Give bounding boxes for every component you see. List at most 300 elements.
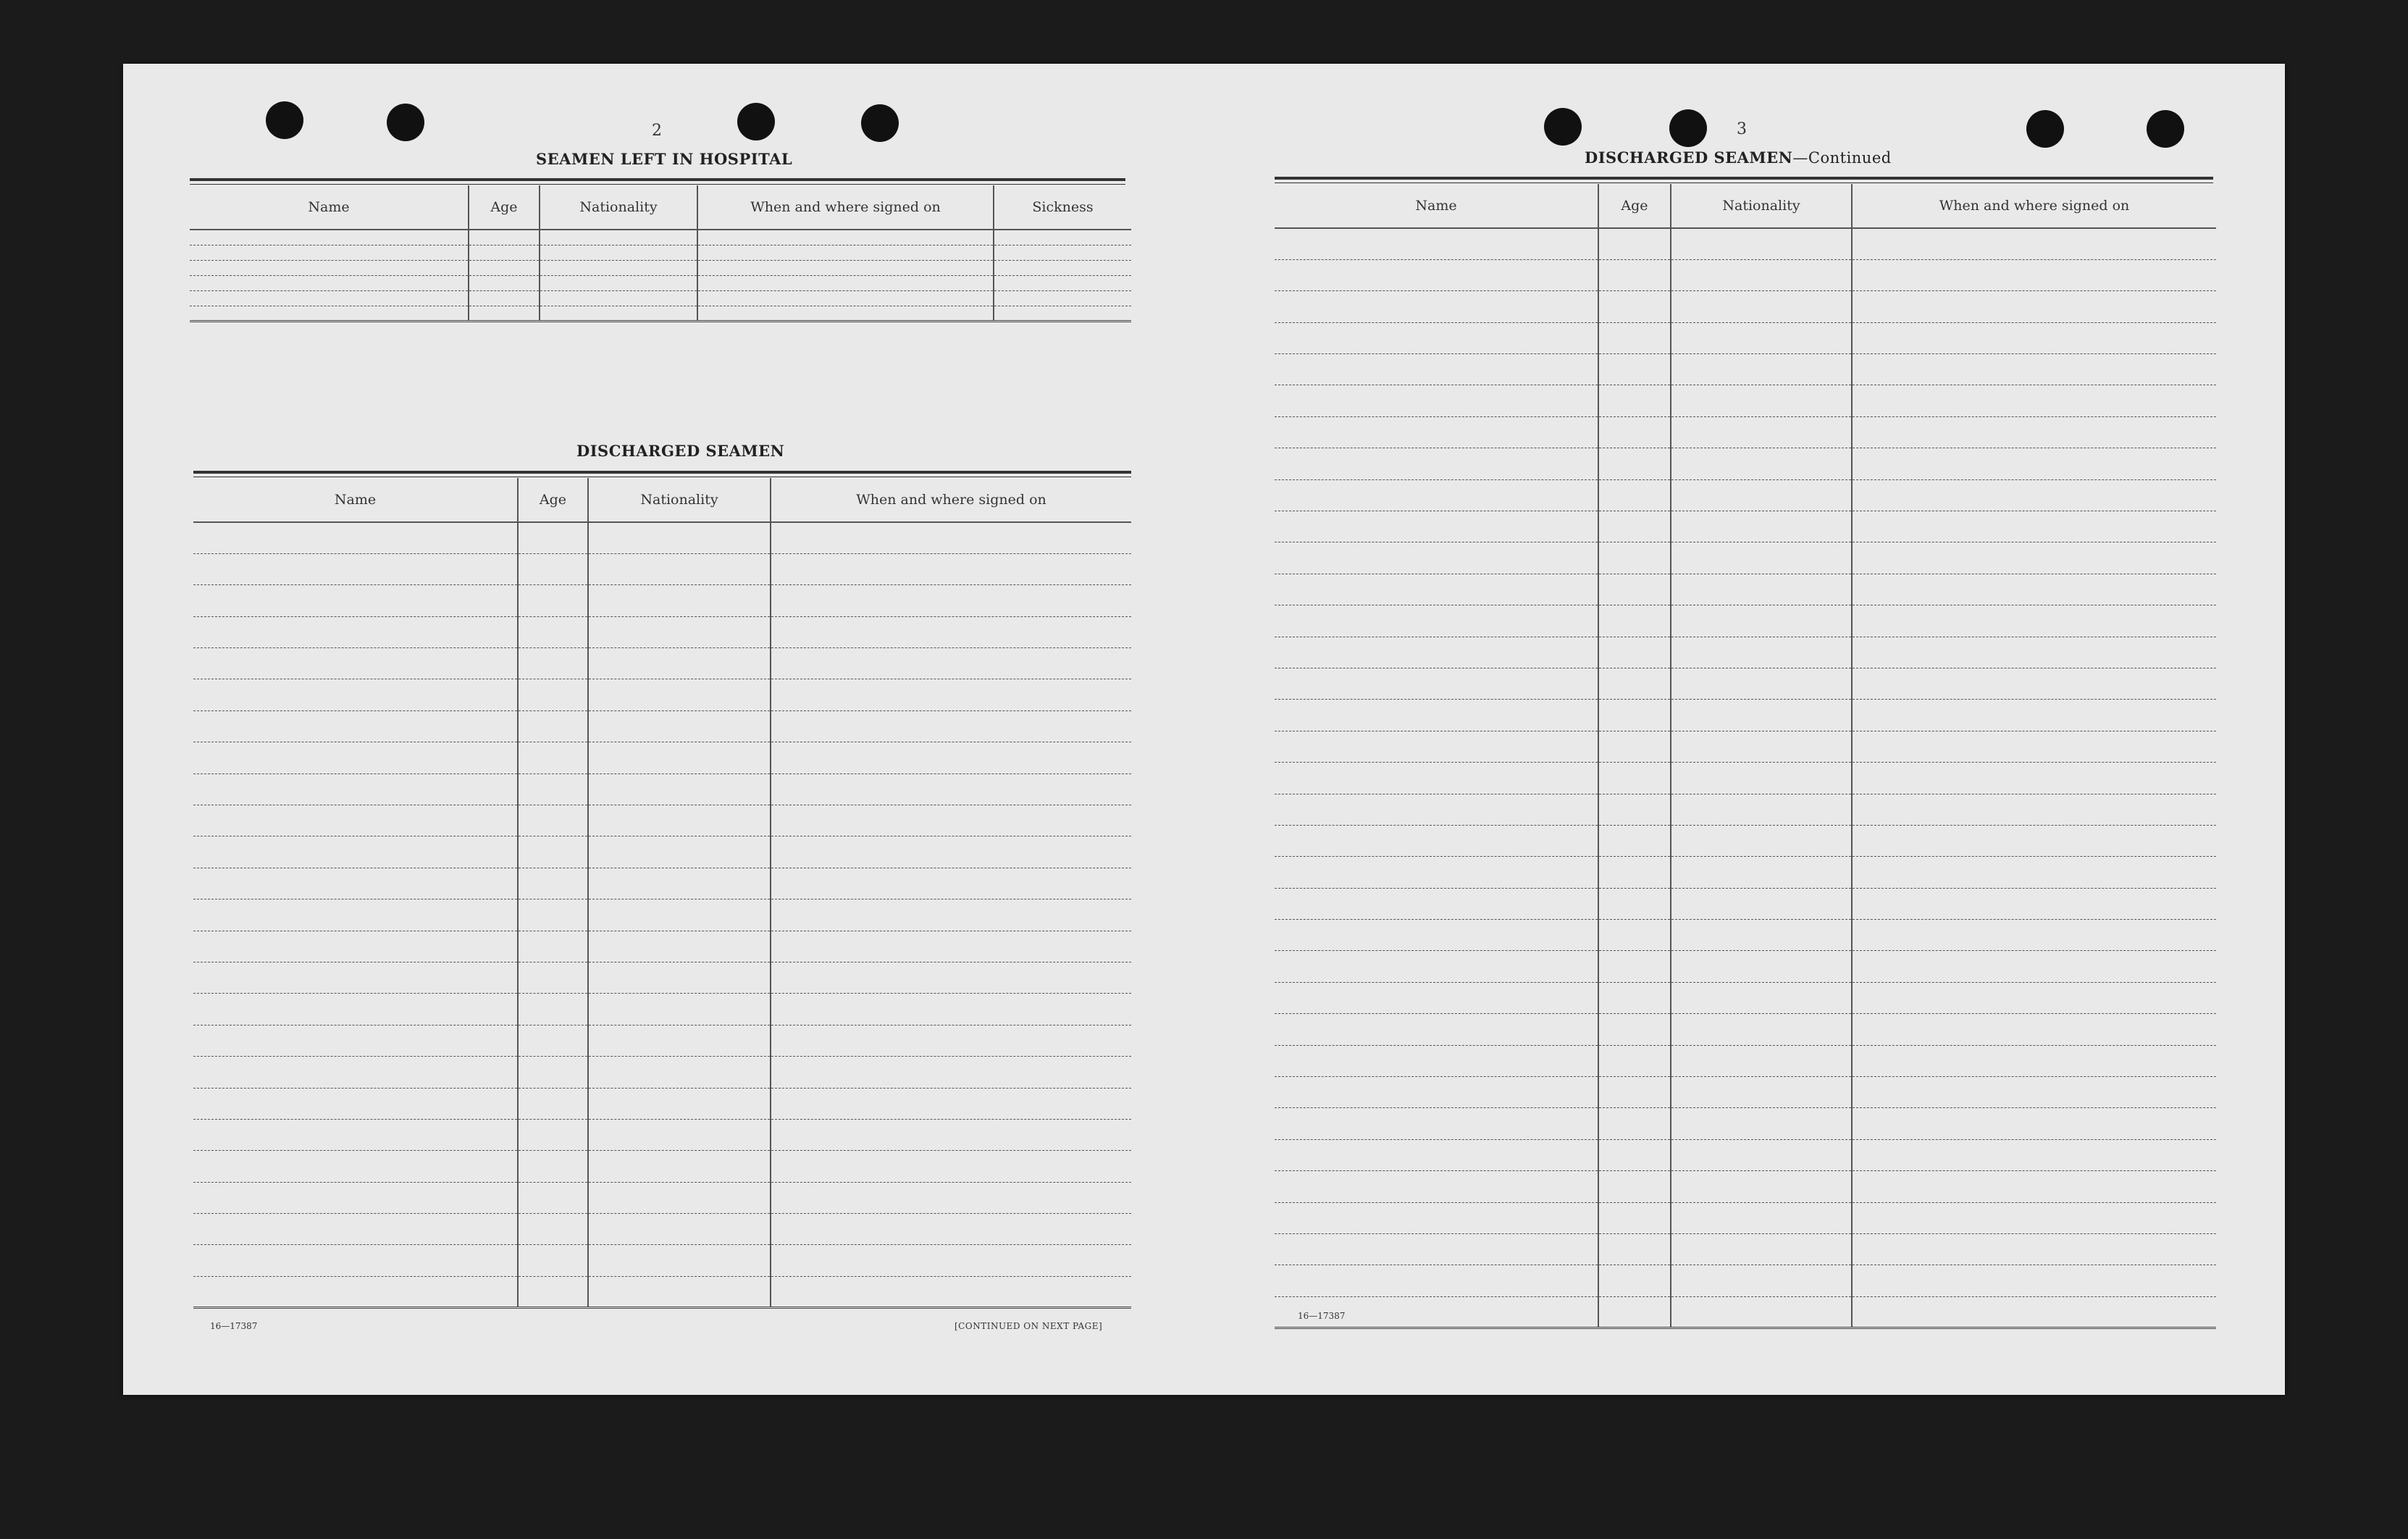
blank-cell [1852,825,2216,856]
blank-cell [193,1151,518,1182]
blank-cell [193,585,518,616]
blank-cell [1671,1108,1852,1139]
column-header: When and where signed on [697,185,994,230]
column-header: Age [469,185,540,230]
blank-cell [771,994,1131,1025]
blank-cell [1852,637,2216,668]
blank-row [1275,920,2216,951]
form-number-left: 16—17387 [210,1321,258,1331]
blank-cell [697,245,994,260]
blank-cell [588,1182,771,1213]
blank-cell [588,585,771,616]
page-number-right: 3 [1737,120,1747,138]
blank-cell [1671,228,1852,259]
blank-row [1275,951,2216,982]
blank-cell [1852,291,2216,322]
blank-cell [771,962,1131,993]
blank-row [193,1057,1131,1088]
blank-cell [190,245,469,260]
blank-row [193,1151,1131,1182]
blank-cell [540,290,697,306]
blank-cell [1671,1265,1852,1296]
discharged-table [193,478,1131,1309]
blank-cell [771,1214,1131,1245]
blank-cell [518,648,588,679]
blank-cell [518,1276,588,1307]
blank-row [1275,259,2216,290]
blank-cell [1671,888,1852,919]
discharged-continued-title [1585,148,1892,167]
blank-cell [1852,574,2216,605]
form-number-right: 16—17387 [1298,1311,1346,1321]
blank-cell [1852,982,2216,1013]
blank-cell [588,1245,771,1276]
blank-cell [1598,888,1671,919]
blank-cell [518,679,588,710]
blank-cell [1852,385,2216,416]
blank-cell [1275,542,1598,574]
blank-cell [771,1151,1131,1182]
double-rule [193,471,1131,477]
column-header: Sickness [994,185,1131,230]
blank-cell [1671,511,1852,542]
blank-cell [1598,259,1671,290]
blank-row [1275,322,2216,353]
blank-row [193,1182,1131,1213]
blank-cell [771,553,1131,584]
blank-cell [771,1119,1131,1150]
blank-cell [469,275,540,290]
blank-cell [1598,794,1671,825]
blank-cell [1598,1296,1671,1328]
column-header: Nationality [588,478,771,522]
blank-cell [518,1151,588,1182]
blank-cell [193,931,518,962]
blank-cell [1598,637,1671,668]
blank-cell [193,868,518,899]
blank-cell [1852,259,2216,290]
blank-cell [697,275,994,290]
punch-hole [266,101,303,139]
blank-cell [1598,1234,1671,1265]
blank-cell [193,836,518,868]
blank-cell [193,1025,518,1056]
blank-cell [1598,416,1671,448]
blank-cell [518,553,588,584]
blank-cell [1852,322,2216,353]
blank-cell [193,1245,518,1276]
blank-cell [540,306,697,321]
blank-cell [1598,763,1671,794]
blank-cell [518,616,588,647]
blank-cell [1275,291,1598,322]
blank-cell [1275,794,1598,825]
blank-cell [1598,1014,1671,1045]
blank-cell [190,230,469,245]
blank-cell [193,805,518,836]
blank-cell [1671,605,1852,637]
blank-cell [1598,951,1671,982]
blank-cell [1275,259,1598,290]
blank-cell [1671,920,1852,951]
blank-cell [1671,763,1852,794]
blank-cell [1852,920,2216,951]
blank-row [1275,1045,2216,1076]
blank-cell [1852,354,2216,385]
column-header: Nationality [540,185,697,230]
blank-cell [518,773,588,805]
blank-cell [1671,1077,1852,1108]
blank-cell [1598,982,1671,1013]
blank-cell [193,1119,518,1150]
double-rule [190,178,1125,185]
blank-cell [1598,511,1671,542]
blank-cell [1275,982,1598,1013]
blank-cell [1671,354,1852,385]
blank-cell [771,1057,1131,1088]
blank-cell [1671,951,1852,982]
blank-row [1275,228,2216,259]
blank-row [190,275,1131,290]
column-header: When and where signed on [771,478,1131,522]
blank-cell [588,931,771,962]
column-header: Age [1598,184,1671,228]
blank-cell [1598,1171,1671,1202]
blank-cell [1275,511,1598,542]
blank-row [1275,574,2216,605]
blank-cell [1275,1202,1598,1233]
blank-row [1275,416,2216,448]
blank-cell [1671,700,1852,731]
blank-cell [588,522,771,553]
blank-cell [588,1025,771,1056]
blank-cell [469,230,540,245]
blank-row [193,994,1131,1025]
blank-cell [1852,228,2216,259]
blank-cell [1275,731,1598,762]
blank-cell [1598,479,1671,511]
blank-cell [1671,731,1852,762]
blank-cell [1275,888,1598,919]
blank-cell [1598,920,1671,951]
column-header: Age [518,478,588,522]
blank-cell [193,616,518,647]
blank-cell [193,648,518,679]
blank-cell [1275,1045,1598,1076]
blank-row [1275,1296,2216,1328]
blank-cell [1671,479,1852,511]
blank-cell [1275,1139,1598,1170]
blank-cell [540,230,697,245]
blank-row [193,1119,1131,1150]
blank-row [1275,479,2216,511]
blank-cell [193,522,518,553]
blank-row [1275,448,2216,479]
blank-row [1275,1171,2216,1202]
blank-row [1275,700,2216,731]
blank-cell [193,900,518,931]
blank-cell [193,679,518,710]
blank-cell [1275,1077,1598,1108]
blank-cell [518,710,588,742]
blank-cell [1598,1202,1671,1233]
blank-cell [1598,700,1671,731]
blank-cell [1598,605,1671,637]
page-number-left: 2 [652,122,662,140]
blank-cell [1598,1265,1671,1296]
blank-cell [697,230,994,245]
blank-cell [518,994,588,1025]
blank-row [193,522,1131,553]
blank-cell [771,742,1131,773]
blank-cell [697,290,994,306]
blank-cell [518,868,588,899]
blank-cell [771,900,1131,931]
blank-cell [1852,511,2216,542]
blank-cell [1852,731,2216,762]
blank-row [193,648,1131,679]
blank-cell [518,585,588,616]
blank-cell [1275,1014,1598,1045]
blank-cell [193,1276,518,1307]
blank-cell [588,1057,771,1088]
blank-cell [518,1025,588,1056]
continued-note: [CONTINUED ON NEXT PAGE] [955,1321,1103,1331]
blank-cell [1671,794,1852,825]
hospital-table [190,185,1131,322]
blank-cell [190,290,469,306]
blank-row [1275,794,2216,825]
blank-cell [588,1276,771,1307]
blank-cell [771,616,1131,647]
blank-cell [1275,763,1598,794]
blank-cell [1598,1045,1671,1076]
blank-cell [1852,1139,2216,1170]
blank-row [1275,1265,2216,1296]
column-header: Name [193,478,518,522]
blank-cell [588,648,771,679]
blank-row [193,805,1131,836]
blank-cell [588,742,771,773]
blank-row [1275,511,2216,542]
blank-cell [469,260,540,275]
blank-cell [588,1214,771,1245]
blank-cell [518,962,588,993]
blank-row [1275,731,2216,762]
discharged-section-title: DISCHARGED SEAMEN [576,442,785,460]
punch-hole [1544,108,1582,146]
blank-cell [518,1119,588,1150]
blank-cell [1852,1296,2216,1328]
blank-cell [518,1088,588,1119]
blank-cell [1852,951,2216,982]
blank-cell [994,230,1131,245]
blank-row [1275,763,2216,794]
blank-cell [771,1182,1131,1213]
blank-cell [193,994,518,1025]
blank-cell [1852,416,2216,448]
blank-row [190,245,1131,260]
blank-cell [1275,322,1598,353]
blank-cell [1852,1045,2216,1076]
blank-cell [588,1119,771,1150]
blank-cell [190,306,469,321]
blank-cell [771,522,1131,553]
blank-cell [518,1057,588,1088]
blank-cell [1852,1077,2216,1108]
blank-cell [1275,1171,1598,1202]
form-sheet [123,64,2285,1395]
blank-row [1275,354,2216,385]
blank-cell [1275,416,1598,448]
blank-cell [193,710,518,742]
blank-cell [518,931,588,962]
blank-cell [994,275,1131,290]
blank-cell [1852,479,2216,511]
blank-cell [1852,700,2216,731]
blank-cell [1598,1077,1671,1108]
blank-cell [1852,857,2216,888]
blank-cell [518,1182,588,1213]
blank-row [193,931,1131,962]
blank-row [193,616,1131,647]
blank-row [193,1025,1131,1056]
blank-cell [1671,291,1852,322]
blank-row [1275,1139,2216,1170]
blank-cell [1671,385,1852,416]
blank-cell [1275,574,1598,605]
blank-cell [771,1276,1131,1307]
column-header: Name [190,185,469,230]
blank-cell [1852,1234,2216,1265]
blank-cell [588,836,771,868]
blank-cell [1671,1202,1852,1233]
blank-cell [1671,1296,1852,1328]
blank-cell [193,1057,518,1088]
blank-row [193,679,1131,710]
blank-cell [1671,542,1852,574]
blank-cell [771,773,1131,805]
blank-row [1275,385,2216,416]
title-continued: —Continued [1792,149,1892,167]
blank-row [1275,637,2216,668]
blank-cell [771,931,1131,962]
blank-cell [1671,1139,1852,1170]
blank-cell [1852,448,2216,479]
blank-cell [193,742,518,773]
blank-cell [1598,1139,1671,1170]
double-rule [1275,177,2213,183]
blank-row [193,1245,1131,1276]
column-header: Name [1275,184,1598,228]
blank-cell [469,245,540,260]
blank-cell [588,773,771,805]
blank-cell [1275,354,1598,385]
blank-cell [1671,448,1852,479]
blank-row [193,742,1131,773]
punch-hole [2147,110,2184,148]
blank-cell [771,805,1131,836]
blank-cell [1671,1014,1852,1045]
punch-hole [1669,109,1707,147]
blank-cell [1671,574,1852,605]
blank-cell [1598,731,1671,762]
blank-cell [1598,228,1671,259]
blank-cell [771,868,1131,899]
blank-cell [1275,951,1598,982]
punch-hole [861,104,899,142]
blank-cell [1275,479,1598,511]
blank-cell [1852,605,2216,637]
blank-cell [1598,574,1671,605]
blank-cell [193,553,518,584]
blank-cell [518,900,588,931]
blank-cell [1275,605,1598,637]
blank-cell [771,1088,1131,1119]
blank-row [193,773,1131,805]
blank-row [1275,542,2216,574]
blank-cell [1275,1234,1598,1265]
blank-cell [1275,228,1598,259]
blank-row [193,900,1131,931]
blank-row [1275,291,2216,322]
blank-cell [1598,1108,1671,1139]
blank-row [193,1214,1131,1245]
blank-cell [1275,448,1598,479]
title-main: DISCHARGED SEAMEN [1585,148,1793,167]
discharged-continued-table [1275,184,2216,1329]
blank-cell [1598,825,1671,856]
blank-cell [588,553,771,584]
blank-row [1275,1202,2216,1233]
blank-cell [697,260,994,275]
blank-cell [588,710,771,742]
blank-cell [771,836,1131,868]
blank-cell [1852,888,2216,919]
blank-row [1275,888,2216,919]
blank-cell [518,742,588,773]
blank-cell [771,679,1131,710]
blank-cell [1598,668,1671,699]
blank-cell [1671,857,1852,888]
blank-row [1275,982,2216,1013]
blank-cell [1598,542,1671,574]
blank-cell [1598,385,1671,416]
blank-cell [1598,857,1671,888]
blank-cell [1852,1108,2216,1139]
column-header: When and where signed on [1852,184,2216,228]
blank-row [1275,668,2216,699]
blank-row [193,553,1131,584]
blank-cell [518,1245,588,1276]
blank-cell [1671,1234,1852,1265]
blank-cell [1671,668,1852,699]
blank-cell [1671,259,1852,290]
blank-cell [518,836,588,868]
blank-cell [1852,1171,2216,1202]
blank-cell [1671,825,1852,856]
blank-row [193,1276,1131,1307]
blank-cell [1671,1045,1852,1076]
blank-cell [588,994,771,1025]
blank-cell [1852,1014,2216,1045]
blank-cell [1598,291,1671,322]
blank-cell [193,962,518,993]
blank-cell [1275,637,1598,668]
blank-cell [1598,354,1671,385]
blank-row [190,290,1131,306]
blank-cell [588,962,771,993]
